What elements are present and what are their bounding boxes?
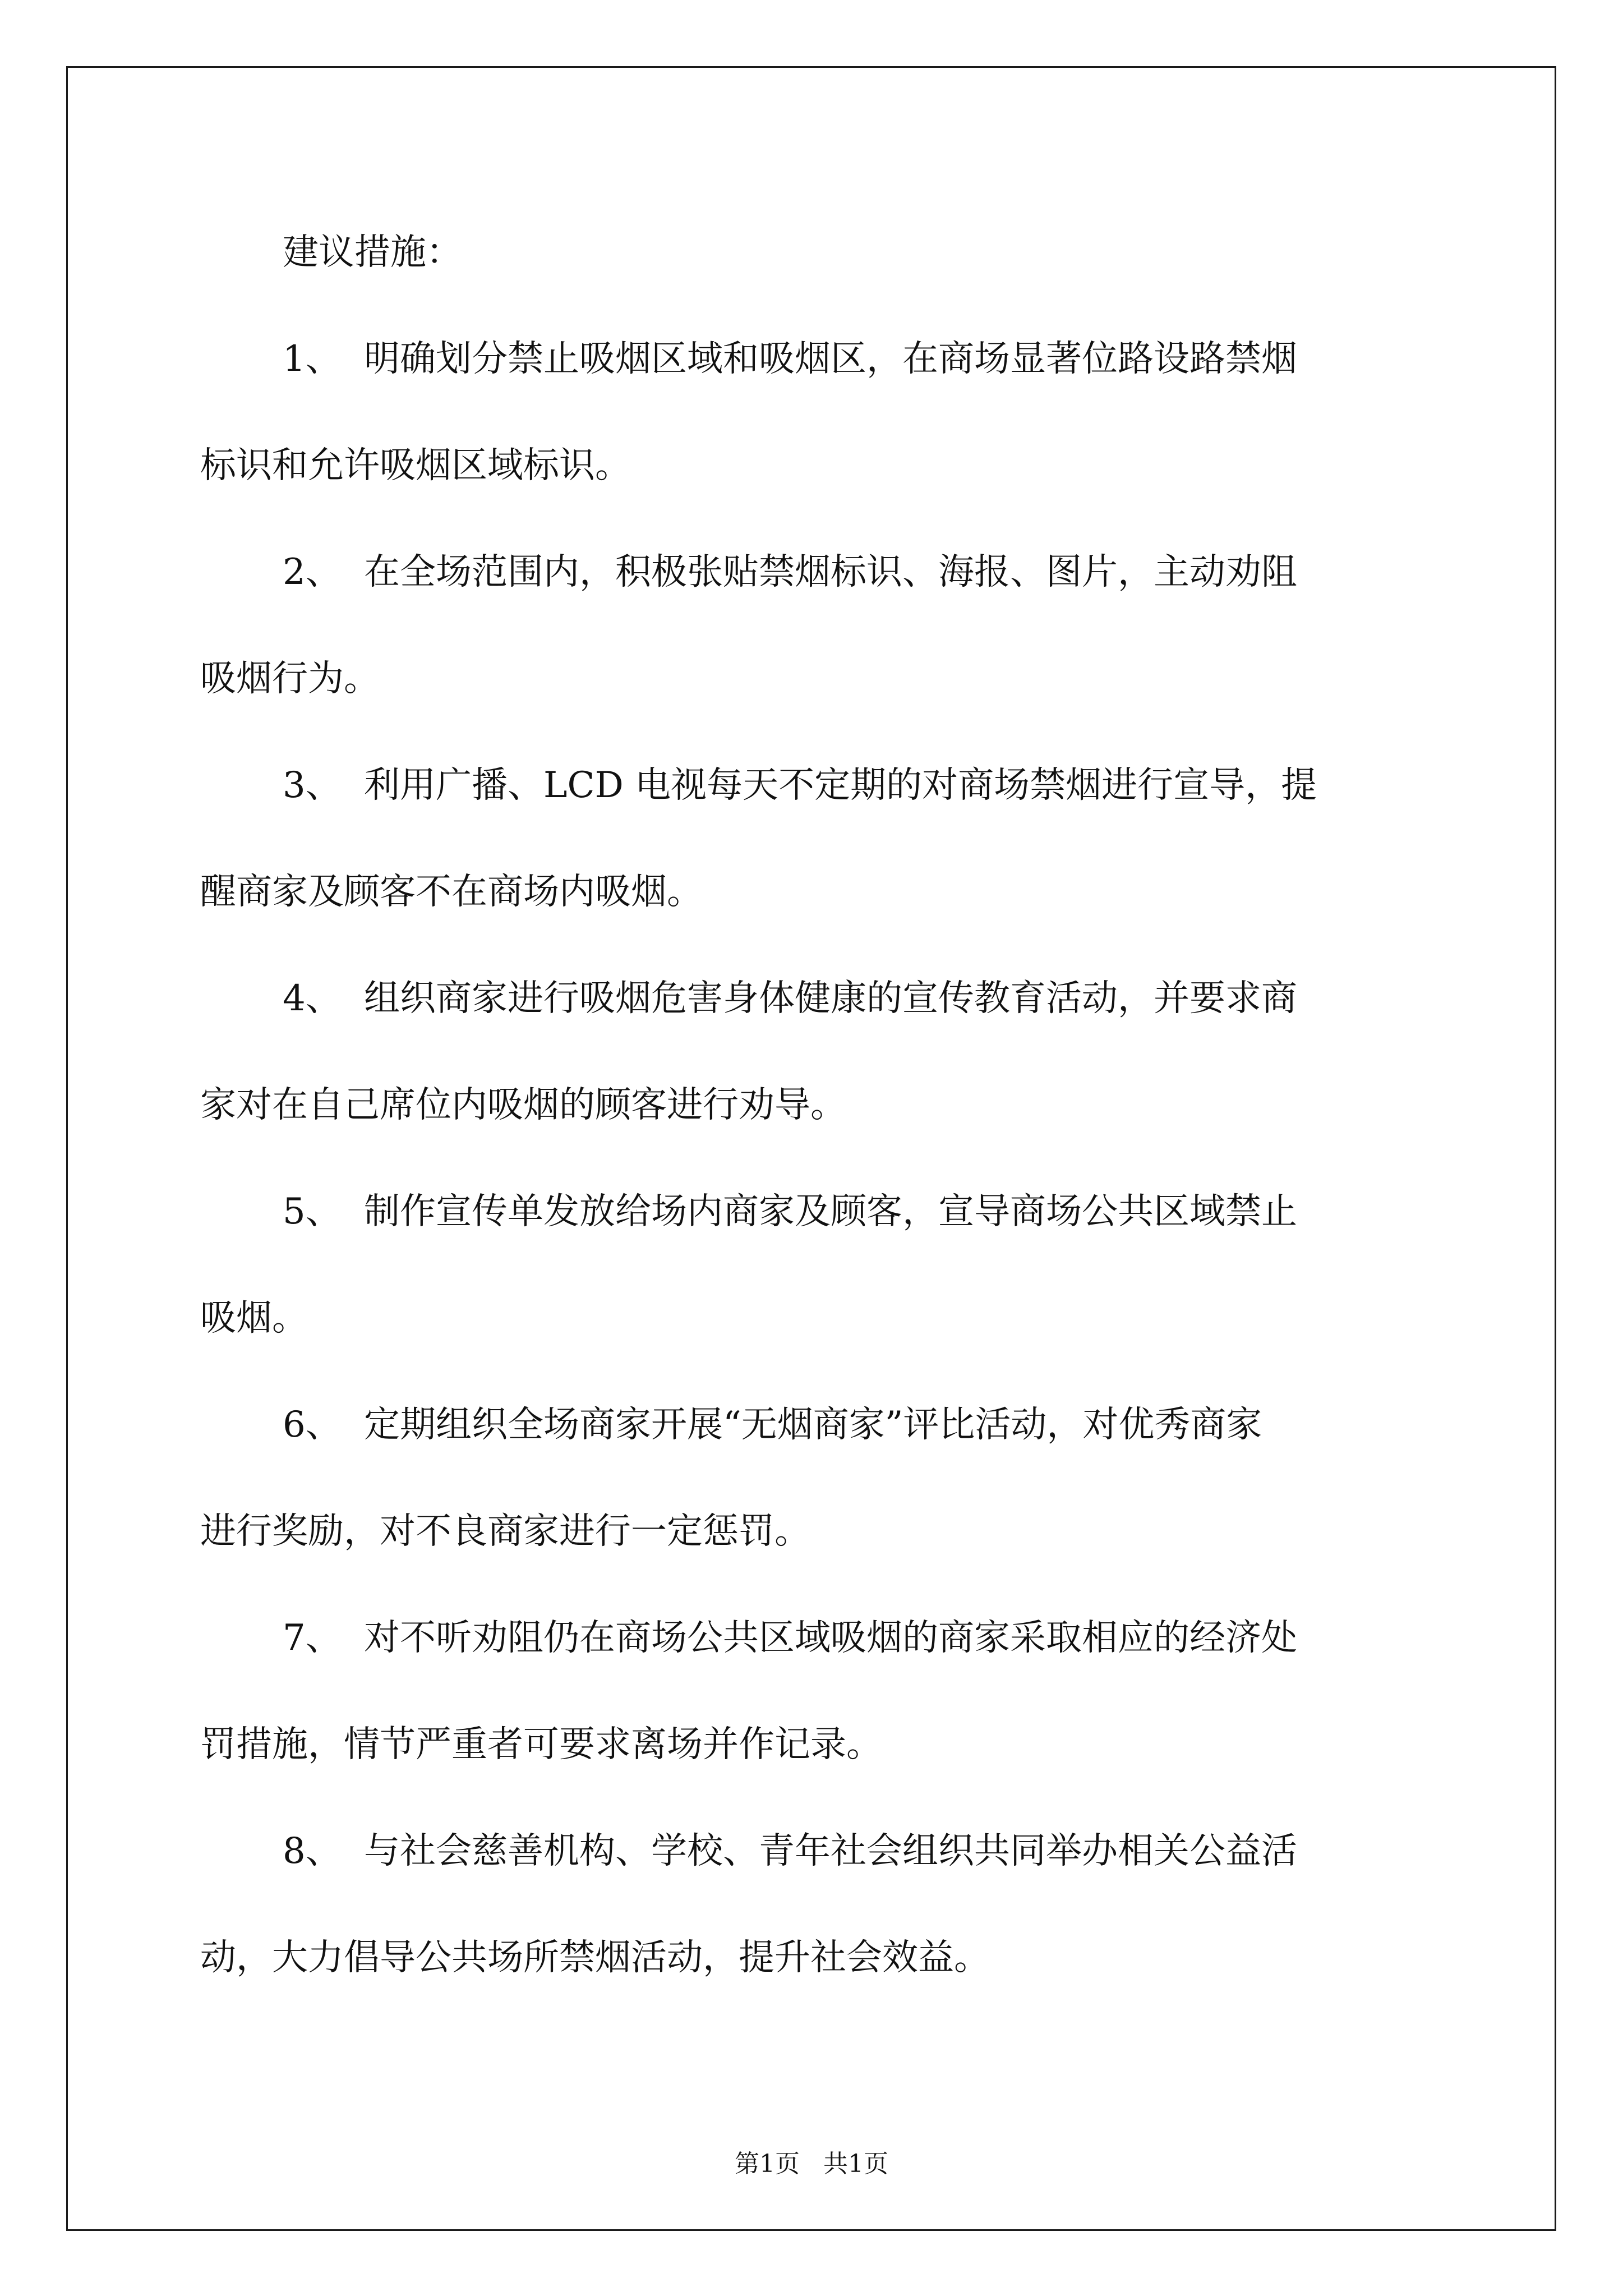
list-item-number: 5、 <box>283 1191 342 1232</box>
list-item-first-line <box>283 1604 1297 1672</box>
list-item-number: 3、 <box>283 765 342 806</box>
list-item-first-line <box>283 1391 1262 1458</box>
list-item-text: 在全场范围内，积极张贴禁烟标识、海报、图片，主动劝阻 <box>364 551 1297 593</box>
list-item-continuation: 醒商家及顾客不在商场内吸烟。 <box>200 871 703 913</box>
list-item-continuation: 吸烟。 <box>200 1297 308 1339</box>
list-item-text: 对不听劝阻仍在商场公共区域吸烟的商家采取相应的经济处 <box>364 1617 1297 1659</box>
list-item-number: 7、 <box>283 1617 342 1659</box>
list-item-number: 1、 <box>283 338 342 380</box>
section-heading: 建议措施： <box>283 232 462 273</box>
list-item-first-line <box>283 539 1297 606</box>
list-item-text: 定期组织全场商家开展“无烟商家”评比活动，对优秀商家 <box>364 1404 1262 1446</box>
list-item-first-line <box>283 1178 1297 1245</box>
list-item-text: 利用广播、LCD 电视每天不定期的对商场禁烟进行宣导，提 <box>364 765 1317 806</box>
list-item-continuation: 标识和允许吸烟区域标识。 <box>200 445 631 486</box>
list-item-text: 制作宣传单发放给场内商家及顾客，宣导商场公共区域禁止 <box>364 1191 1297 1232</box>
list-item-number: 8、 <box>283 1830 342 1872</box>
page-footer: 第1页 共1页 <box>735 2150 888 2178</box>
list-item-number: 2、 <box>283 551 342 593</box>
list-item-first-line <box>283 325 1297 393</box>
list-item-continuation: 动，大力倡导公共场所禁烟活动，提升社会效益。 <box>200 1937 990 1978</box>
list-item-number: 4、 <box>283 978 342 1019</box>
list-item-continuation: 吸烟行为。 <box>200 658 380 700</box>
list-item-continuation: 罚措施，情节严重者可要求离场并作记录。 <box>200 1724 882 1765</box>
list-item-text: 组织商家进行吸烟危害身体健康的宣传教育活动，并要求商 <box>364 978 1297 1019</box>
list-item-text: 与社会慈善机构、学校、青年社会组织共同举办相关公益活 <box>364 1830 1297 1872</box>
list-item-number: 6、 <box>283 1404 342 1446</box>
list-item-continuation: 家对在自己席位内吸烟的顾客进行劝导。 <box>200 1084 846 1126</box>
list-item-first-line <box>283 752 1317 819</box>
list-item-first-line <box>283 1818 1297 1885</box>
list-item-continuation: 进行奖励，对不良商家进行一定惩罚。 <box>200 1511 810 1552</box>
list-item-first-line <box>283 965 1297 1032</box>
list-item-text: 明确划分禁止吸烟区域和吸烟区，在商场显著位路设路禁烟 <box>364 338 1297 380</box>
